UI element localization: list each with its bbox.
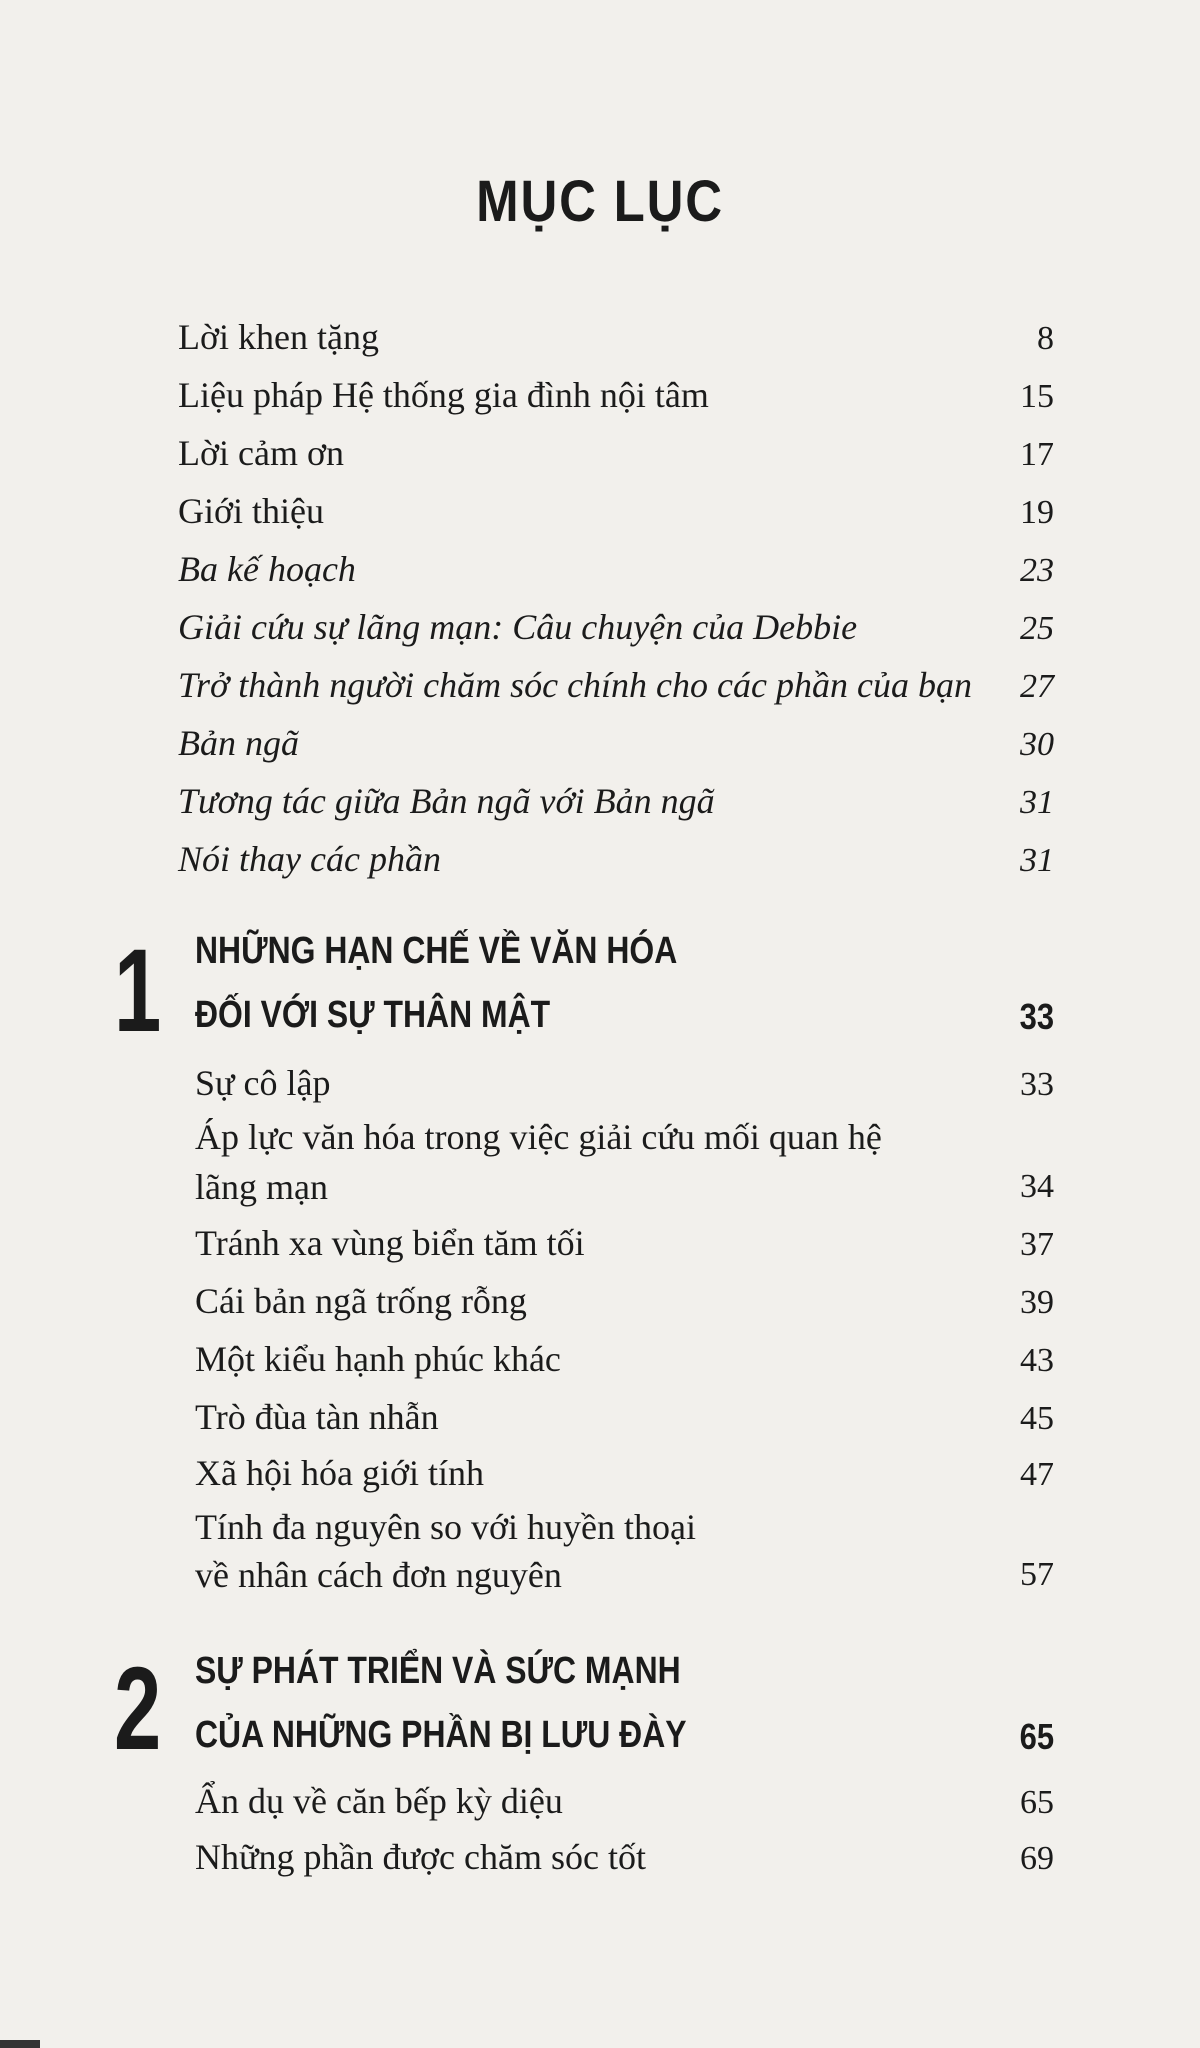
- toc-entry-text: Những phần được chăm sóc tốt: [195, 1837, 646, 1877]
- toc-entry-text: Ba kế hoạch: [178, 549, 356, 589]
- toc-entry: [195, 1444, 1054, 1502]
- toc-entry-text: Giải cứu sự lãng mạn: Câu chuyện của Debbie: [178, 607, 858, 647]
- toc-entry-text: Trò đùa tàn nhẫn: [195, 1397, 439, 1437]
- toc-entry-text: Sự cô lập: [195, 1063, 331, 1103]
- toc-entry-page: 69: [1020, 1840, 1054, 1877]
- toc-entry-page: 34: [1020, 1168, 1054, 1205]
- toc-entry-text-line1: Tính đa nguyên so với huyền thoại: [195, 1507, 696, 1547]
- toc-entry-text: Tránh xa vùng biển tăm tối: [195, 1223, 585, 1263]
- toc-entry-page: 8: [1037, 320, 1054, 357]
- toc-entry-page: 15: [1020, 378, 1054, 415]
- toc-entry: [178, 714, 1054, 772]
- toc-entry-page: 45: [1020, 1400, 1054, 1437]
- toc-entry: [178, 656, 1054, 714]
- toc-entry-page: 33: [1020, 1066, 1054, 1103]
- toc-entry-text: Xã hội hóa giới tính: [195, 1453, 485, 1493]
- toc-entry: [178, 482, 1054, 540]
- toc-entry-page: 31: [1020, 784, 1054, 821]
- toc-entry-page: 30: [1020, 726, 1054, 763]
- toc-entry-page: 43: [1020, 1342, 1054, 1379]
- toc-entry-page: 65: [1020, 1784, 1054, 1821]
- toc-entry-page: 25: [1020, 610, 1054, 647]
- toc-entry-page: 27: [1020, 668, 1054, 705]
- chapter-page: 33: [1019, 996, 1054, 1037]
- toc-entry-text: Liệu pháp Hệ thống gia đình nội tâm: [178, 375, 709, 415]
- toc-entry-text: Cái bản ngã trống rỗng: [195, 1281, 527, 1321]
- toc-entry-text: Giới thiệu: [178, 491, 325, 531]
- toc-entry: [178, 308, 1054, 366]
- chapter-number: 2: [114, 1643, 162, 1775]
- toc-entry: [178, 540, 1054, 598]
- chapter-page: 65: [1019, 1716, 1054, 1757]
- toc-entry-page: 23: [1020, 552, 1054, 589]
- toc-entry-page: 19: [1020, 494, 1054, 531]
- toc-entry: [195, 1214, 1054, 1272]
- chapter-title-line2: ĐỐI VỚI SỰ THÂN MẬT: [195, 994, 551, 1036]
- toc-entry: [195, 1388, 1054, 1446]
- chapter-title-line1: SỰ PHÁT TRIỂN VÀ SỨC MẠNH: [195, 1650, 681, 1692]
- toc-entry-text: Nói thay các phần: [178, 839, 441, 879]
- toc-entry-text: Lời khen tặng: [178, 317, 379, 357]
- toc-entry: [195, 1330, 1054, 1388]
- toc-entry-page: 57: [1020, 1556, 1054, 1593]
- toc-entry-text: Ẩn dụ về căn bếp kỳ diệu: [195, 1781, 563, 1821]
- toc-entry: [178, 598, 1054, 656]
- toc-entry-page: 47: [1020, 1456, 1054, 1493]
- chapter-title-line1: NHỮNG HẠN CHẾ VỀ VĂN HÓA: [195, 930, 678, 972]
- toc-entry-page: 31: [1020, 842, 1054, 879]
- chapter-number: 1: [114, 925, 162, 1057]
- toc-entry-text: Tương tác giữa Bản ngã với Bản ngã: [178, 781, 715, 821]
- toc-entry-text-line2: về nhân cách đơn nguyên: [195, 1555, 562, 1595]
- toc-entry-text: Một kiểu hạnh phúc khác: [195, 1339, 561, 1379]
- toc-entry: [195, 1772, 1054, 1830]
- toc-entry: [178, 830, 1054, 888]
- toc-entry-text: Lời cảm ơn: [178, 433, 345, 473]
- toc-entry-page: 37: [1020, 1226, 1054, 1263]
- page-edge-mark: [0, 2040, 40, 2048]
- toc-entry: [178, 366, 1054, 424]
- toc-entry-text-line1: Áp lực văn hóa trong việc giải cứu mối quan hệ: [195, 1117, 882, 1157]
- toc-entry: [195, 1272, 1054, 1330]
- toc-entry: [195, 1828, 1054, 1886]
- page-title: MỤC LỤC: [476, 169, 724, 234]
- toc-entry: [195, 1054, 1054, 1112]
- chapter-title-line2: CỦA NHỮNG PHẦN BỊ LƯU ĐÀY: [195, 1714, 687, 1756]
- toc-entry-text: Trở thành người chăm sóc chính cho các phần của bạn: [178, 665, 972, 705]
- toc-entry: [178, 772, 1054, 830]
- toc-entry-page: 39: [1020, 1284, 1054, 1321]
- toc-entry-text-line2: lãng mạn: [195, 1167, 328, 1207]
- toc-entry: [178, 424, 1054, 482]
- toc-entry-page: 17: [1020, 436, 1054, 473]
- toc-entry-text: Bản ngã: [178, 723, 299, 763]
